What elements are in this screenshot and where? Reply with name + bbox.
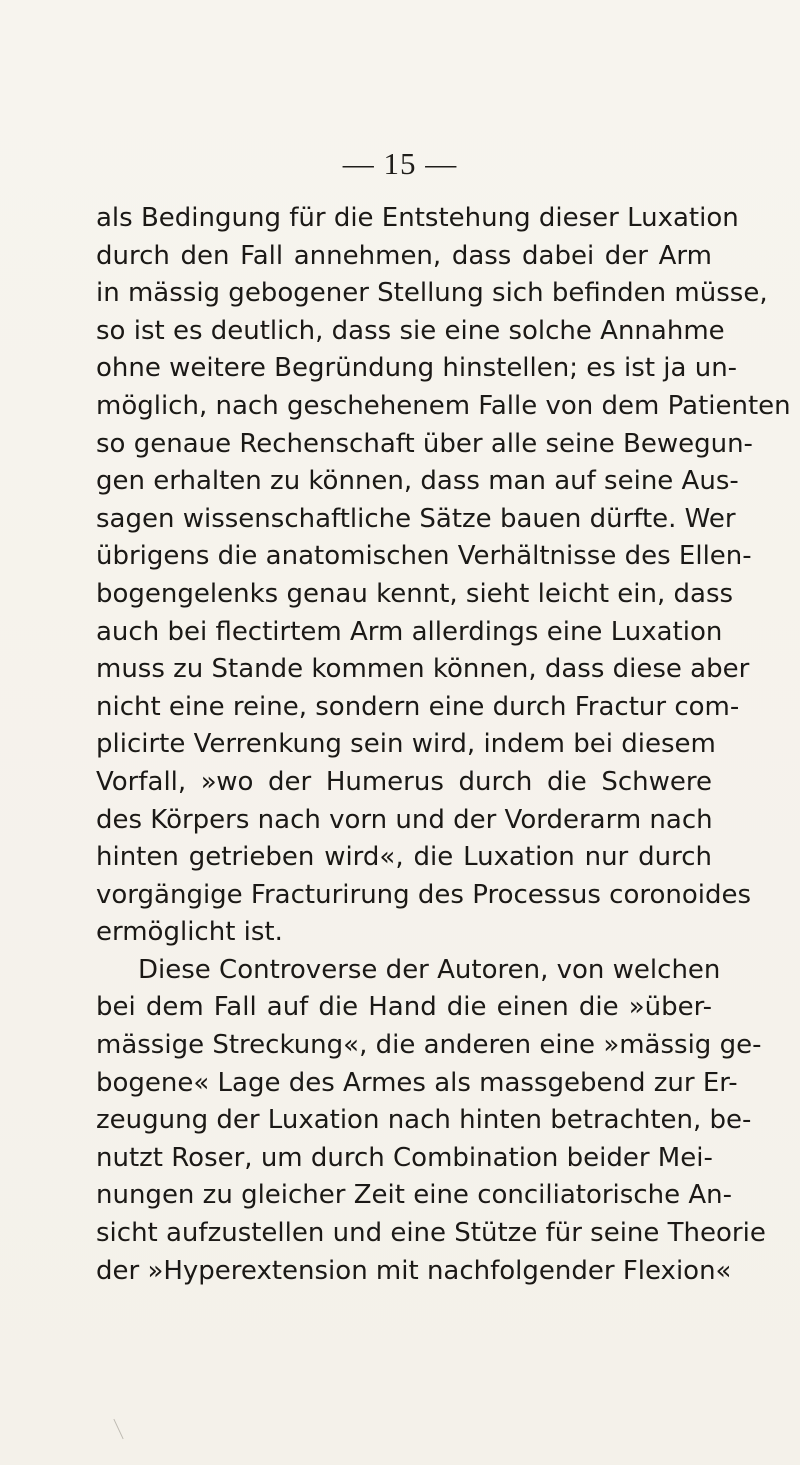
text-line: ermöglicht ist.	[96, 917, 283, 948]
text-line: hinten getrieben wird«, die Luxation nur durch	[96, 842, 712, 873]
text-line-paragraph-start: Diese Controverse der Autoren, von welchen	[138, 954, 721, 985]
text-line: bei dem Fall auf die Hand die einen die »über-	[96, 992, 712, 1023]
text-line: so genaue Rechenschaft über alle seine Bewegun-	[96, 428, 753, 459]
text-line: auch bei flectirtem Arm allerdings eine Luxation	[96, 616, 723, 647]
text-line: bogengelenks genau kennt, sieht leicht ein, dass	[96, 578, 734, 609]
body-text	[96, 200, 791, 1290]
text-line: muss zu Stande kommen können, dass diese aber	[96, 654, 750, 685]
text-line: sicht aufzustellen und eine Stütze für seine Theorie	[96, 1218, 766, 1249]
text-line: nungen zu gleicher Zeit eine conciliatorische An-	[96, 1180, 733, 1211]
text-line: nicht eine reine, sondern eine durch Fractur com-	[96, 691, 740, 722]
text-line: übrigens die anatomischen Verhältnisse des Ellen-	[96, 541, 752, 572]
text-line: der »Hyperextension mit nachfolgender Flexion«	[96, 1255, 732, 1286]
text-line: sagen wissenschaftliche Sätze bauen dürfte. Wer	[96, 503, 736, 534]
text-line: nutzt Roser, um durch Combination beider Mei-	[96, 1142, 713, 1173]
text-line: als Bedingung für die Entstehung dieser Luxation	[96, 203, 739, 233]
page-number: — 15 —	[342, 146, 458, 181]
text-line: so ist es deutlich, dass sie eine solche Annahme	[96, 315, 725, 346]
text-line: durch den Fall annehmen, dass dabei der Arm	[96, 240, 712, 271]
text-line: vorgängige Fracturirung des Processus coronoides	[96, 879, 752, 910]
text-line: bogene« Lage des Armes als massgebend zur Er-	[96, 1067, 738, 1098]
paper-blemish	[113, 1419, 123, 1439]
text-line: möglich, nach geschehenem Falle von dem Patienten	[96, 390, 791, 421]
text-line: des Körpers nach vorn und der Vorderarm nach	[96, 804, 713, 835]
text-line: plicirte Verrenkung sein wird, indem bei diesem	[96, 729, 716, 760]
text-line: zeugung der Luxation nach hinten betrachten, be-	[96, 1105, 752, 1136]
text-line: gen erhalten zu können, dass man auf seine Aus-	[96, 466, 739, 497]
text-line: ohne weitere Begründung hinstellen; es ist ja un-	[96, 353, 738, 384]
text-line: in mässig gebogener Stellung sich befinden müsse,	[96, 278, 768, 309]
text-line: Vorfall, »wo der Humerus durch die Schwere	[96, 766, 712, 797]
text-line: mässige Streckung«, die anderen eine »mässig ge-	[96, 1030, 762, 1061]
